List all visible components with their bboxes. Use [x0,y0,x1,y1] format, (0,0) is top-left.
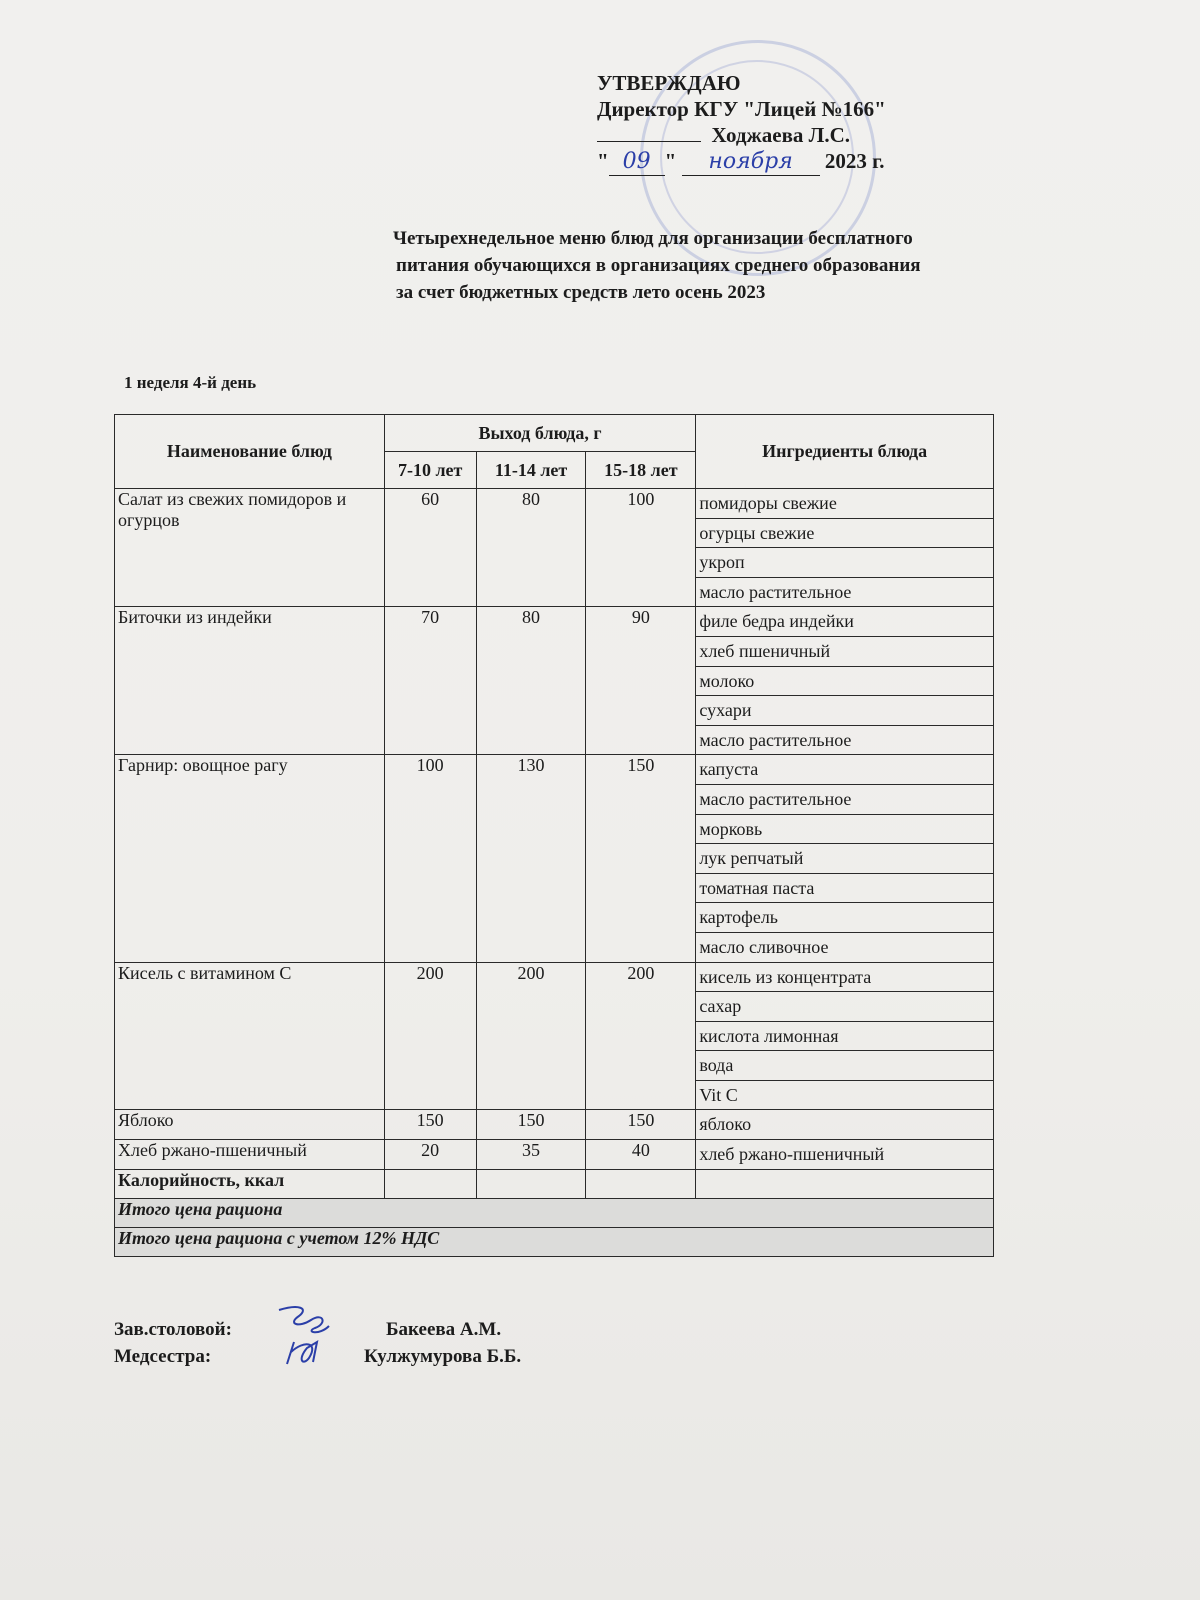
total-vat-label: Итого цена рациона с учетом 12% НДС [115,1227,994,1256]
header-age-15-18: 15-18 лет [586,452,696,489]
ingredient-item: томатная паста [695,874,993,904]
signature-head [114,1316,502,1343]
date-year: 2023 г. [824,149,885,173]
total-label: Итого цена рациона [115,1198,994,1227]
output-11-14: 80 [476,607,586,755]
ingredient-item: кисель из концентрата [695,963,993,993]
header-output: Выход блюда, г [384,415,696,452]
signatures-block [114,1316,522,1370]
calories-value-7-10 [384,1169,476,1198]
ingredient-item: укроп [695,548,993,578]
ingredient-item: филе бедра индейки [695,607,993,637]
document-title [393,225,921,306]
calories-value-11-14 [476,1169,586,1198]
calories-value-15-18 [586,1169,696,1198]
approval-date: " 09 " ноября 2023 г. [597,149,885,174]
head-name: Бакеева А.М. [386,1319,502,1340]
menu-table [114,414,994,1257]
calories-ingredients [696,1169,994,1198]
output-11-14: 80 [476,489,586,607]
ingredient-list [696,1110,994,1140]
total-vat-row [115,1227,994,1256]
title-line-2: питания обучающихся в организациях среднего образования [396,255,921,276]
ingredient-item: хлеб ржано-пшеничный [699,1144,885,1165]
signature-nurse [114,1343,522,1370]
title-line-1: Четырехнедельное меню блюд для организации бесплатного [393,228,913,249]
ingredient-item: лук репчатый [695,844,993,874]
table-row [115,1110,994,1140]
ingredient-item: морковь [695,815,993,845]
table-row [115,607,994,755]
output-11-14: 130 [476,755,586,962]
ingredient-item: Vit C [699,1084,738,1105]
ingredient-item: кислота лимонная [695,1022,993,1052]
calories-label: Калорийность, ккал [115,1169,385,1198]
output-15-18: 90 [586,607,696,755]
table-row [115,489,994,607]
ingredient-item: масло растительное [699,581,852,602]
nurse-name: Кулжумурова Б.Б. [364,1346,522,1367]
header-age-7-10: 7-10 лет [384,452,476,489]
ingredient-item: сахар [695,992,993,1022]
output-7-10: 150 [384,1110,476,1140]
ingredient-list [696,962,994,1110]
dish-name: Биточки из индейки [115,607,385,755]
ingredient-item: сухари [695,696,993,726]
approval-block [597,70,886,176]
header-age-11-14: 11-14 лет [476,452,586,489]
output-15-18: 200 [586,962,696,1110]
ingredient-item: масло сливочное [699,936,829,957]
ingredient-item: масло растительное [699,729,852,750]
table-row [115,755,994,962]
output-15-18: 150 [586,1110,696,1140]
nurse-label: Медсестра: [114,1346,212,1367]
ingredient-item: вода [695,1051,993,1081]
output-11-14: 200 [476,962,586,1110]
approval-name: Ходжаева Л.С. [711,123,850,147]
output-11-14: 150 [476,1110,586,1140]
output-7-10: 200 [384,962,476,1110]
approval-name-line [597,122,886,148]
table-row [115,1140,994,1170]
handwritten-signature [269,1302,339,1372]
output-7-10: 20 [384,1140,476,1170]
output-7-10: 70 [384,607,476,755]
ingredient-item: масло растительное [695,785,993,815]
dish-name: Гарнир: овощное рагу [115,755,385,962]
output-7-10: 100 [384,755,476,962]
ingredient-list [696,1140,994,1170]
ingredient-item: капуста [695,755,993,785]
ingredient-item: помидоры свежие [695,489,993,519]
ingredient-list [696,607,994,755]
approval-position: Директор КГУ "Лицей №166" [597,97,886,121]
output-15-18: 100 [586,489,696,607]
signature-blank [597,141,701,142]
output-7-10: 60 [384,489,476,607]
ingredient-item: хлеб пшеничный [695,637,993,667]
date-day: 09 [609,149,665,176]
ingredient-item: молоко [695,667,993,697]
dish-name: Кисель с витамином С [115,962,385,1110]
header-ingredients: Ингредиенты блюда [696,415,994,489]
header-dish: Наименование блюд [115,415,385,489]
approval-heading: УТВЕРЖДАЮ [597,71,741,95]
output-11-14: 35 [476,1140,586,1170]
dish-name: Яблоко [115,1110,385,1140]
ingredient-item: картофель [695,903,993,933]
date-month: ноября [682,149,820,176]
calories-row [115,1169,994,1198]
total-row [115,1198,994,1227]
output-15-18: 150 [586,755,696,962]
ingredient-item: яблоко [699,1114,752,1135]
dish-name: Салат из свежих помидоров и огурцов [115,489,385,607]
ingredient-list [696,489,994,607]
head-label: Зав.столовой: [114,1319,232,1340]
dish-name: Хлеб ржано-пшеничный [115,1140,385,1170]
day-label: 1 неделя 4-й день [124,373,257,392]
output-15-18: 40 [586,1140,696,1170]
ingredient-item: огурцы свежие [695,519,993,549]
ingredient-list [696,755,994,962]
table-row [115,962,994,1110]
title-line-3: за счет бюджетных средств лето осень 2023 [396,282,766,303]
